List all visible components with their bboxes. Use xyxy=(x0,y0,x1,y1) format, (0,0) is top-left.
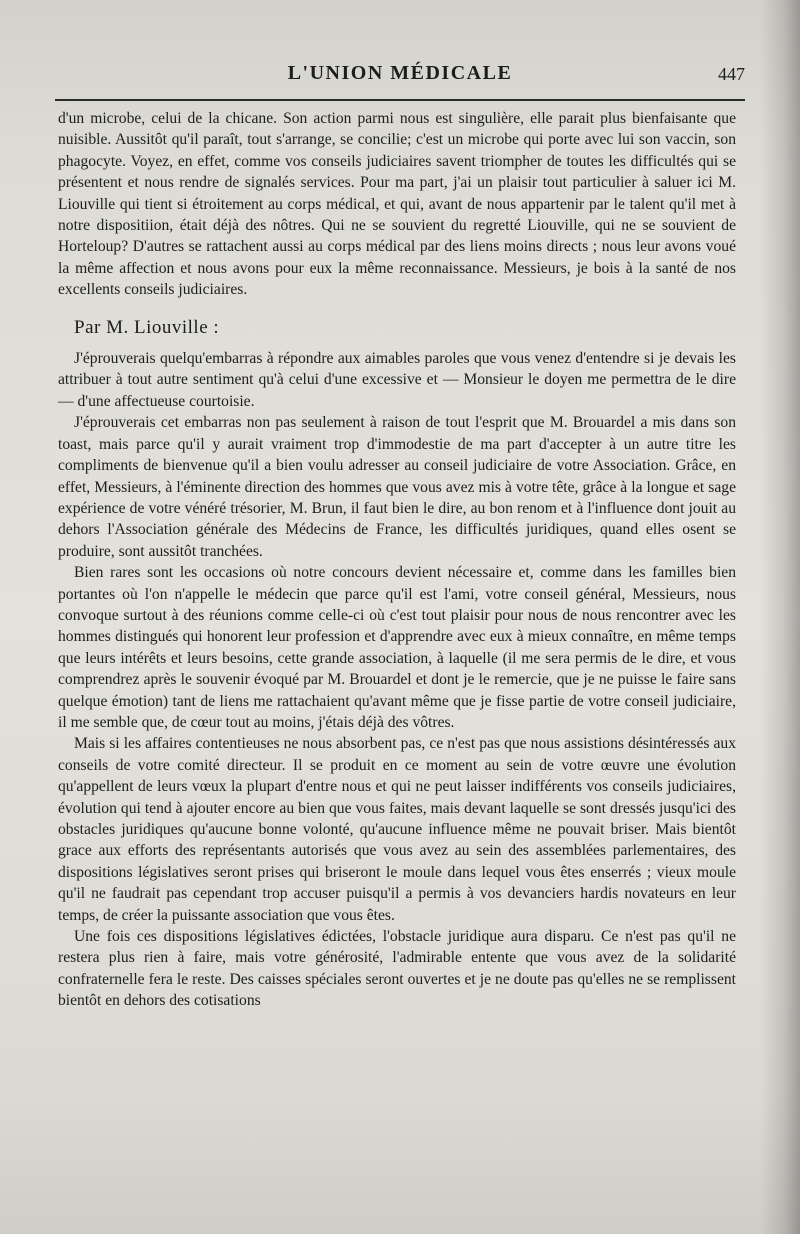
paragraph-dispositions: Une fois ces dispositions législatives édictées, l'obstacle juridique aura disparu. Ce n'est pas qu'il ne restera plus rien à faire, mais votre générosité, l'admirable entente que vous avez de la solidarité confraternelle fera le reste. Des caisses spéciales seront ouvertes et je ne doute pas qu'elles ne se remplissent bientôt en dehors des cotisations xyxy=(58,928,736,1010)
paragraph-brouardel-toast: d'un microbe, celui de la chicane. Son action parmi nous est singulière, elle parait plus bienfaisante que nuisible. Aussitôt qu'il paraît, tout s'arrange, se concilie; c'est un microbe qui porte avec lui son vaccin, son phagocyte. Voyez, en effet, comme vos conseils judiciaires savent triompher de toutes les difficultés qui se présentent et nous rendre de signalés services. Pour ma part, j'ai un plaisir tout particulier à saluer ici M. Liouville qui tient si étroitement au corps médical, et qui, avant de nous appartenir par le talent qu'il met à notre dispositiion, était déjà des nôtres. Qui ne se souvient du regretté Liouville, qui ne se souvient de Horteloup? D'autres se rattachent aussi au corps médical par des liens moins directs ; nous leur avons voué la même affection et nous avons pour eux la même reconnaissance. Messieurs, je bois à la santé de nos excellents conseils judiciaires. xyxy=(58,110,736,299)
paragraph-embarras-2: J'éprouverais cet embarras non pas seulement à raison de tout l'esprit que M. Brouardel a mis dans son toast, mais parce qu'il y aurait vraiment trop d'immodestie de ma part d'accepter à un autre titre les compliments de bienvenue qu'il a bien voulu adresser au conseil judiciaire de votre Association. Grâce, en effet, Messieurs, à l'éminente direction des hommes que vous avez mis à votre tête, grâce à la longue et sage expérience de votre vénéré trésorier, M. Brun, il faut bien le dire, au bon renom et à l'influence dont jouit au dehors l'Association générale des Médecins de France, les difficultés juridiques, quand elles osent se produire, sont aussitôt tranchées. xyxy=(58,414,736,560)
paragraph-affaires: Mais si les affaires contentieuses ne nous absorbent pas, ce n'est pas que nous assistions désintéressés aux conseils de votre comité directeur. Il se produit en ce moment au sein de votre œuvre une évolution qu'appellent de leurs vœux la plupart d'entre nous et qui ne peut laisser indifférents vos conseils judiciaires, évolution qui tend à ajouter encore au bien que vous faites, mais devant laquelle se sont dressés jusqu'ici des obstacles juridiques qu'aucune bonne volonté, qu'aucune influence même ne pouvait briser. Mais bientôt grace aux efforts des représentants autorisés que vous avez au sein des assemblées parlementaires, des dispositions législatives seront prises qui briseront le moule dans lequel vous êtes enserrés ; vieux moule qu'il ne faudrait pas cependant trop accuser puisqu'il a permis à vos devanciers hardis novateurs en leur temps, de créer la puissante association que vous êtes. xyxy=(58,735,736,924)
paragraph-embarras: J'éprouverais quelqu'embarras à répondre aux aimables paroles que vous venez d'entendre si je devais les attribuer à tout autre sentiment qu'à celui d'une excessive et — Monsieur le doyen me permettra de le dire — d'une affectueuse courtoisie. xyxy=(58,350,736,410)
paragraph-occasions: Bien rares sont les occasions où notre concours devient nécessaire et, comme dans les familles bien portantes où l'on n'appelle le médecin que parce qu'il est l'ami, votre conseil général, Messieurs, nous convoque surtout à des réunions comme celle-ci où c'est tout plaisir pour nous de nous rencontrer avec les hommes distingués qui honorent leur profession et d'apprendre avec eux à mieux connaître, en même temps que leurs intérêts et leurs besoins, cette grande association, à laquelle (il me sera permis de le dire, et vous comprendrez après le souvenir évoqué par M. Brouardel et dont je le remercie, que je ne puisse le faire sans quelque émotion) tant de liens me rattachaient qu'avant même que je fisse partie de votre conseil judiciaire, il me semble que, de cœur tout au moins, j'étais déjà des vôtres. xyxy=(58,564,736,731)
binding-shadow xyxy=(760,0,800,1234)
page-number: 447 xyxy=(718,64,745,84)
article-body xyxy=(58,108,736,1012)
speaker-heading: Par M. Liouville : xyxy=(74,316,220,338)
page-header xyxy=(55,58,745,88)
header-rule xyxy=(55,99,745,101)
running-title: L'UNION MÉDICALE xyxy=(287,62,513,84)
